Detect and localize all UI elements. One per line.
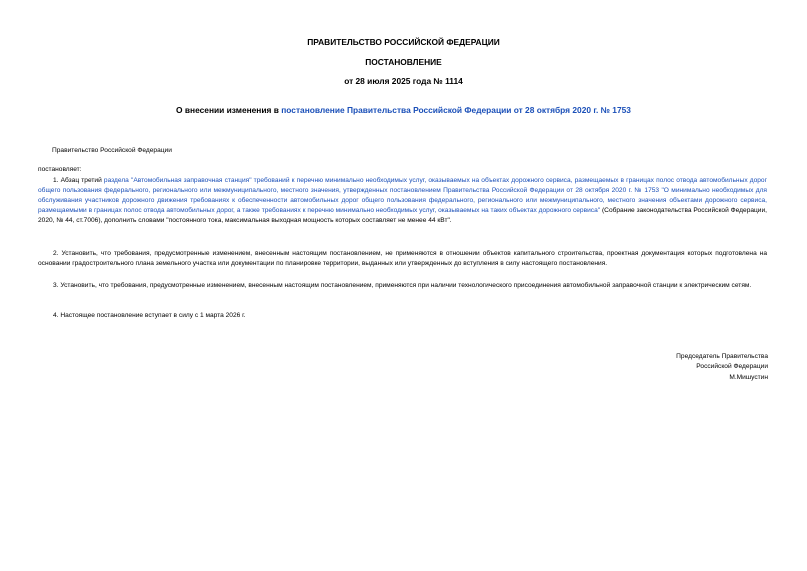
paragraph-4: 4. Настоящее постановление вступает в силу с 1 марта 2026 г.	[53, 312, 246, 319]
paragraph-1-requirements-link[interactable]: раздела "Автомобильная заправочная станция" требований к перечню минимально необходимых услуг, оказываемых на объектах дорожного сервиса, размещаемых в границах полос отвода автомобильных дорог общего пользования федерального, регионального или межмуниципального, местного значения, утвержденных постановлением Правительства Российской Федерации от 28 октября 2020 г. № 1753 "О минимально необходимых для обслуживания участников дорожного движения требованиях к обеспеченности автомобильных дорог общего пользования федерального, регионального или межмуниципального, местного значения объектами дорожного сервиса, размещаемыми в границах полос отвода автомобильных дорог, а также требованиях к перечню минимально необходимых услуг, оказываемых на таких объектах дорожного сервиса"	[38, 177, 767, 214]
paragraph-1-lead: 1. Абзац третий	[53, 177, 104, 184]
paragraph-3: 3. Установить, что требования, предусмотренные изменением, внесенным настоящим постановлением, применяются при наличии технологического присоединения автомобильной заправочной станции к электрическим сетям.	[53, 282, 752, 289]
paragraph-2: 2. Установить, что требования, предусмотренные изменением, внесенным настоящим постановлением, не применяются в отношении объектов капитального строительства, проектная документация которых подготовлена на основании градостроительного плана земельного участка или документации по планировке территории, выданных или утвержденных до вступления в силу настоящего постановления.	[38, 250, 767, 267]
signature-name: М.Мишустин	[729, 374, 768, 381]
document-title-prefix: О внесении изменения в	[176, 105, 282, 115]
signature-organization: Российской Федерации	[696, 363, 768, 370]
document-title	[0, 105, 807, 115]
issuer-text: Правительство Российской Федерации	[52, 147, 172, 154]
document-type: ПОСТАНОВЛЕНИЕ	[365, 57, 442, 67]
signature-position: Председатель Правительства	[676, 353, 768, 360]
government-header: ПРАВИТЕЛЬСТВО РОССИЙСКОЙ ФЕДЕРАЦИИ	[307, 37, 500, 47]
paragraph-1-tail: (Собрание законодательства Российской Федерации, 2020, № 44, ст.7006), дополнить словами "постоянного тока, максимальная выходная мощность которых составляет не менее 44 кВт".	[38, 207, 767, 224]
paragraph-1	[38, 176, 767, 226]
decrees-text: постановляет:	[38, 166, 82, 173]
document-date-number: от 28 июля 2025 года № 1114	[344, 76, 463, 86]
title-decree-link[interactable]: постановление Правительства Российской Федерации от 28 октября 2020 г. № 1753	[281, 105, 631, 115]
